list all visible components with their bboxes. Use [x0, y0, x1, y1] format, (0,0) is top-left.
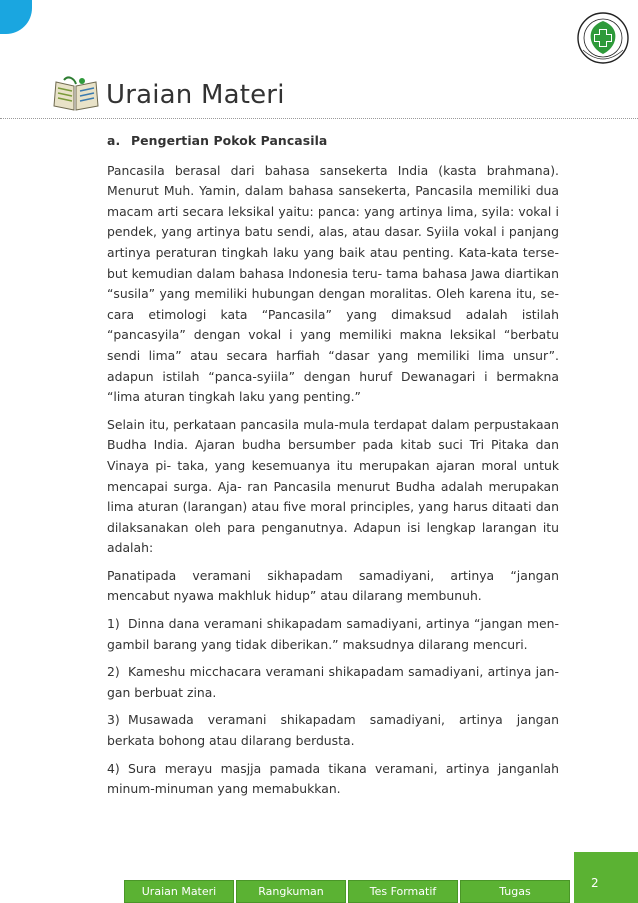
page-title: Uraian Materi — [106, 80, 285, 110]
tab-tugas[interactable]: Tugas — [460, 880, 570, 903]
list-item — [107, 759, 559, 800]
list-item — [107, 662, 559, 703]
list-item — [107, 710, 559, 751]
section-heading — [107, 131, 559, 152]
list-item-text: Kameshu micchacara veramani shikapadam samadiyani, artinya jan-gan berbuat zina. — [107, 664, 559, 700]
list-item — [107, 614, 559, 655]
main-content — [107, 131, 559, 807]
list-item-text: Dinna dana veramani shikapadam samadiyani, artinya “jangan men-gambil barang yang tidak diberikan.” maksudnya dilarang mencuri. — [107, 616, 559, 652]
paragraph: Pancasila berasal dari bahasa sansekerta India (kasta brahmana). Menurut Muh. Yamin, dalam bahasa sansekerta, Pancasila memiliki dua macam arti secara leksikal yaitu: panca: yang artinya lima, syila: vokal i pendek, yang artinya batu sendi, alas, atau dasar. Syiila vokal i panjang artinya peraturan tingkah laku yang baik atau penting. Kata-kata terse-but kemudian dalam bahasa Indonesia teru- tama bahasa Jawa diartikan “susila” yang memiliki hubungan dengan moralitas. Oleh karena itu, se-cara etimologi kata “Pancasila” yang dimaksud adalah istilah “pancasyila” dengan vokal i yang memiliki makna leksikal “berbatu sendi lima” atau secara harfiah “dasar yang memiliki lima unsur”. adapun istilah “panca-syiila” dengan huruf Dewanagari i bermakna “lima aturan tingkah laku yang penting.” — [107, 162, 559, 405]
list-item-text: Musawada veramani shikapadam samadiyani, artinya jangan berkata bohong atau dilarang berdusta. — [107, 712, 559, 749]
page-header — [52, 74, 632, 118]
section-number: a. — [107, 133, 121, 148]
tab-uraian-materi[interactable]: Uraian Materi — [124, 880, 234, 903]
paragraph: Panatipada veramani sikhapadam samadiyani, artinya “jangan mencabut nyawa makhluk hidup” atau dilarang membunuh. — [107, 567, 559, 604]
corner-decoration — [0, 0, 32, 34]
paragraph: Selain itu, perkataan pancasila mula-mula terdapat dalam perpustakaan Budha India. Ajaran budha bersumber pada kitab suci Tri Pitaka dan Vinaya pi- taka, yang kesemuanya itu merupakan ajaran moral untuk mencapai surga. Aja- ran Pancasila menurut Budha adalah merupakan lima aturan (larangan) atau five moral principles, yang harus ditaati dan dilaksanakan oleh para penganutnya. Adapun isi lengkap larangan itu adalah: — [107, 416, 559, 556]
page-number: 2 — [591, 876, 599, 890]
list-item-number: 2) — [107, 664, 120, 680]
list-item-text: Sura merayu masjja pamada tikana veramani, artinya janganlah minum-minuman yang memabukkan. — [107, 760, 559, 797]
list-item-number: 4) — [107, 760, 120, 776]
page-number-box — [574, 852, 638, 903]
tab-tes-formatif[interactable]: Tes Formatif — [348, 880, 458, 903]
header-divider — [0, 118, 638, 119]
list-item-number: 1) — [107, 616, 120, 632]
logo-icon — [575, 8, 631, 70]
list-item-number: 3) — [107, 712, 120, 728]
section-heading-text: Pengertian Pokok Pancasila — [131, 133, 328, 148]
footer-nav — [124, 880, 570, 903]
open-book-icon — [52, 76, 100, 114]
tab-rangkuman[interactable]: Rangkuman — [236, 880, 346, 903]
